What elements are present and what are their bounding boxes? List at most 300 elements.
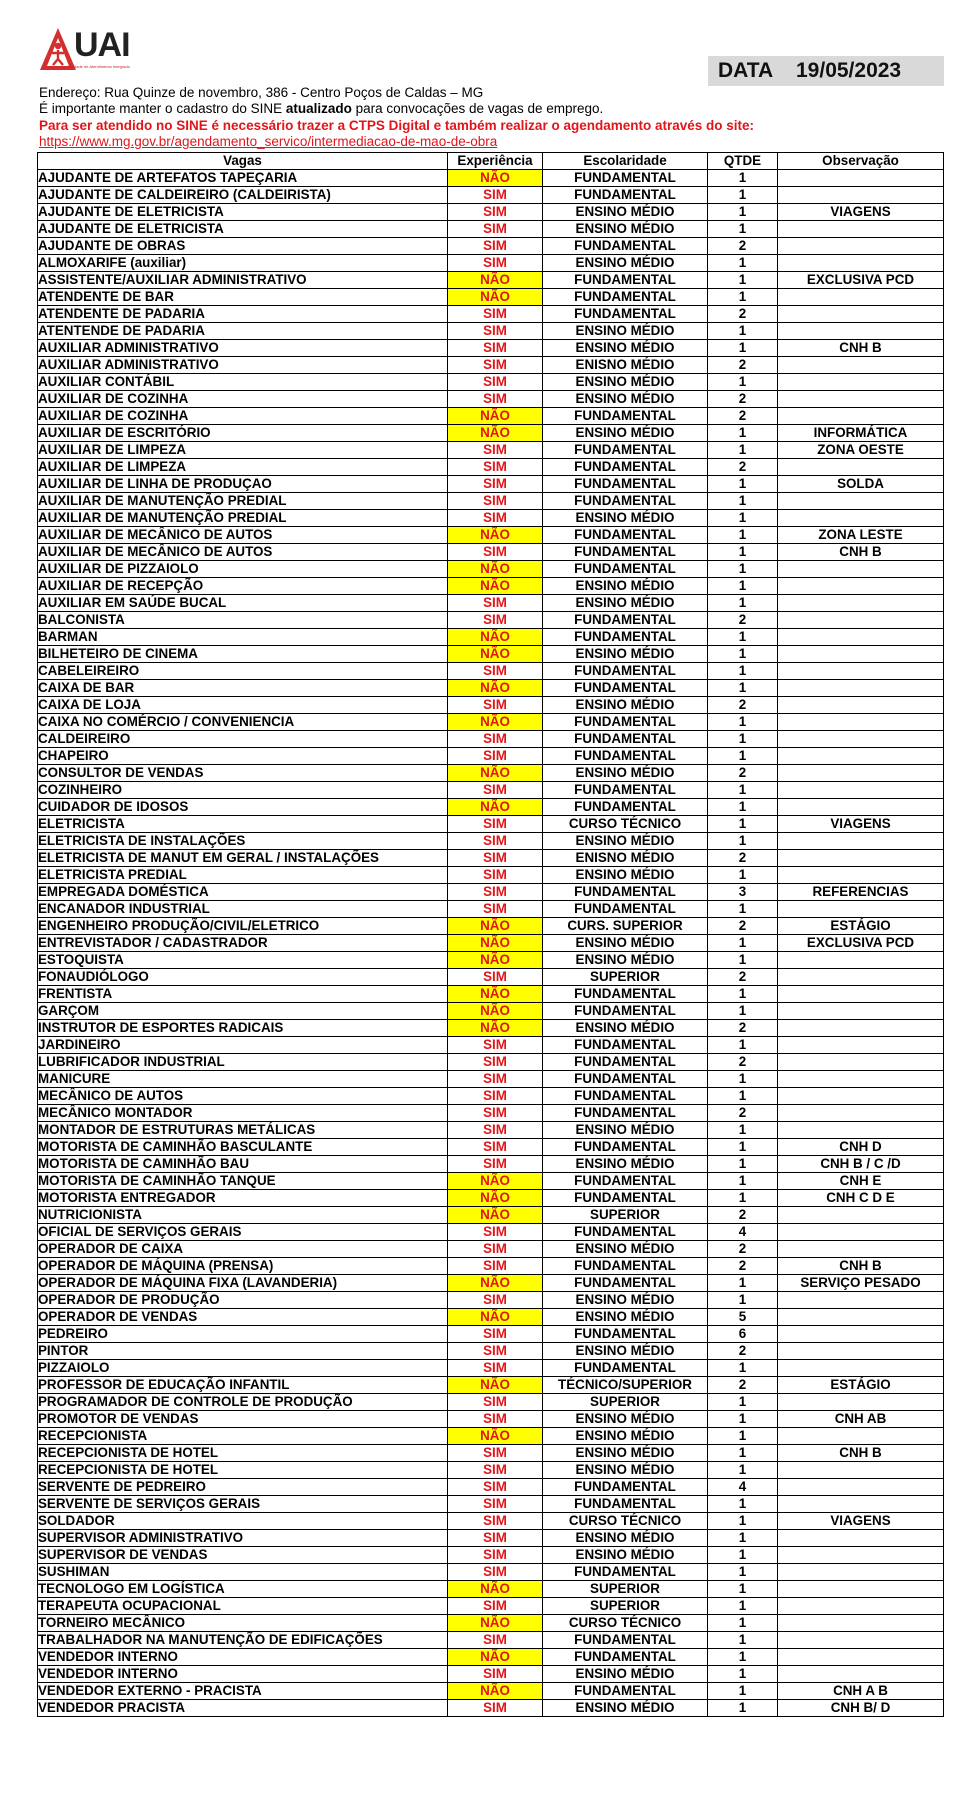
- table-row: [38, 170, 944, 187]
- education-cell: ENSINO MÉDIO: [543, 1241, 708, 1258]
- experience-cell: NÃO: [448, 646, 543, 663]
- observation-cell: [778, 238, 944, 255]
- observation-cell: [778, 833, 944, 850]
- education-cell: FUNDAMENTAL: [543, 782, 708, 799]
- table-row: [38, 1564, 944, 1581]
- experience-cell: NÃO: [448, 1309, 543, 1326]
- quantity-cell: 1: [708, 289, 778, 306]
- quantity-cell: 1: [708, 629, 778, 646]
- quantity-cell: 2: [708, 1258, 778, 1275]
- experience-cell: SIM: [448, 1598, 543, 1615]
- quantity-cell: 1: [708, 1275, 778, 1292]
- experience-cell: SIM: [448, 391, 543, 408]
- table-row: [38, 340, 944, 357]
- observation-cell: [778, 289, 944, 306]
- job-title-cell: CAIXA DE LOJA: [38, 697, 448, 714]
- observation-cell: [778, 765, 944, 782]
- experience-cell: SIM: [448, 1105, 543, 1122]
- job-title-cell: RECEPCIONISTA DE HOTEL: [38, 1445, 448, 1462]
- education-cell: FUNDAMENTAL: [543, 272, 708, 289]
- education-cell: ENSINO MÉDIO: [543, 1700, 708, 1717]
- notice-post: para convocações de vagas de emprego.: [351, 101, 604, 116]
- observation-cell: [778, 697, 944, 714]
- observation-cell: [778, 714, 944, 731]
- table-row: [38, 221, 944, 238]
- education-cell: CURSO TÉCNICO: [543, 816, 708, 833]
- experience-cell: NÃO: [448, 1683, 543, 1700]
- job-title-cell: AUXILIAR DE MANUTENÇÃO PREDIAL: [38, 510, 448, 527]
- experience-cell: NÃO: [448, 425, 543, 442]
- observation-cell: [778, 1615, 944, 1632]
- education-cell: FUNDAMENTAL: [543, 1479, 708, 1496]
- table-row: [38, 952, 944, 969]
- experience-cell: SIM: [448, 697, 543, 714]
- quantity-cell: 1: [708, 170, 778, 187]
- education-cell: FUNDAMENTAL: [543, 1003, 708, 1020]
- education-cell: ENSINO MÉDIO: [543, 1666, 708, 1683]
- job-title-cell: AUXILIAR DE RECEPÇÃO: [38, 578, 448, 595]
- table-row: [38, 765, 944, 782]
- job-title-cell: CONSULTOR DE VENDAS: [38, 765, 448, 782]
- table-row: [38, 816, 944, 833]
- observation-cell: [778, 1632, 944, 1649]
- quantity-cell: 1: [708, 1683, 778, 1700]
- col-header-observacao: Observação: [778, 153, 944, 170]
- quantity-cell: 1: [708, 544, 778, 561]
- job-title-cell: OPERADOR DE PRODUÇÃO: [38, 1292, 448, 1309]
- experience-cell: NÃO: [448, 1020, 543, 1037]
- education-cell: FUNDAMENTAL: [543, 408, 708, 425]
- experience-cell: NÃO: [448, 1377, 543, 1394]
- table-row: [38, 1513, 944, 1530]
- experience-cell: SIM: [448, 357, 543, 374]
- experience-cell: NÃO: [448, 561, 543, 578]
- table-row: [38, 357, 944, 374]
- table-row: [38, 884, 944, 901]
- education-cell: FUNDAMENTAL: [543, 1632, 708, 1649]
- job-title-cell: AJUDANTE DE ELETRICISTA: [38, 204, 448, 221]
- job-title-cell: SERVENTE DE PEDREIRO: [38, 1479, 448, 1496]
- experience-cell: NÃO: [448, 952, 543, 969]
- table-row: [38, 1156, 944, 1173]
- observation-cell: CNH C D E: [778, 1190, 944, 1207]
- job-title-cell: AUXILIAR DE COZINHA: [38, 391, 448, 408]
- quantity-cell: 2: [708, 697, 778, 714]
- observation-cell: [778, 952, 944, 969]
- job-title-cell: MOTORISTA DE CAMINHÃO BASCULANTE: [38, 1139, 448, 1156]
- quantity-cell: 1: [708, 680, 778, 697]
- quantity-cell: 2: [708, 1054, 778, 1071]
- experience-cell: SIM: [448, 238, 543, 255]
- experience-cell: NÃO: [448, 272, 543, 289]
- job-title-cell: OPERADOR DE MÁQUINA FIXA (LAVANDERIA): [38, 1275, 448, 1292]
- observation-cell: [778, 1088, 944, 1105]
- observation-cell: ESTÁGIO: [778, 918, 944, 935]
- job-title-cell: AUXILIAR DE MECÂNICO DE AUTOS: [38, 544, 448, 561]
- experience-cell: NÃO: [448, 578, 543, 595]
- quantity-cell: 1: [708, 935, 778, 952]
- education-cell: FUNDAMENTAL: [543, 1564, 708, 1581]
- table-row: [38, 408, 944, 425]
- experience-cell: SIM: [448, 884, 543, 901]
- experience-cell: SIM: [448, 1241, 543, 1258]
- quantity-cell: 2: [708, 357, 778, 374]
- experience-cell: SIM: [448, 782, 543, 799]
- job-title-cell: JARDINEIRO: [38, 1037, 448, 1054]
- job-title-cell: EMPREGADA DOMÉSTICA: [38, 884, 448, 901]
- experience-cell: NÃO: [448, 408, 543, 425]
- quantity-cell: 1: [708, 1173, 778, 1190]
- job-title-cell: AUXILIAR ADMINISTRATIVO: [38, 357, 448, 374]
- observation-cell: [778, 408, 944, 425]
- observation-cell: [778, 1479, 944, 1496]
- quantity-cell: 1: [708, 1547, 778, 1564]
- job-title-cell: MECÂNICO DE AUTOS: [38, 1088, 448, 1105]
- quantity-cell: 1: [708, 1411, 778, 1428]
- table-row: [38, 1037, 944, 1054]
- experience-cell: NÃO: [448, 289, 543, 306]
- job-title-cell: ELETRICISTA: [38, 816, 448, 833]
- quantity-cell: 2: [708, 612, 778, 629]
- experience-cell: SIM: [448, 544, 543, 561]
- table-row: [38, 1088, 944, 1105]
- education-cell: FUNDAMENTAL: [543, 544, 708, 561]
- job-title-cell: ENTREVISTADOR / CADASTRADOR: [38, 935, 448, 952]
- observation-cell: [778, 663, 944, 680]
- experience-cell: NÃO: [448, 629, 543, 646]
- experience-cell: SIM: [448, 1343, 543, 1360]
- experience-cell: SIM: [448, 816, 543, 833]
- quantity-cell: 1: [708, 510, 778, 527]
- job-title-cell: ATENTENDE DE PADARIA: [38, 323, 448, 340]
- experience-cell: SIM: [448, 1292, 543, 1309]
- job-title-cell: AUXILIAR DE ESCRITÓRIO: [38, 425, 448, 442]
- education-cell: ENSINO MÉDIO: [543, 425, 708, 442]
- quantity-cell: 1: [708, 952, 778, 969]
- education-cell: FUNDAMENTAL: [543, 289, 708, 306]
- notice-pre: É importante manter o cadastro do SINE: [39, 101, 286, 116]
- education-cell: ENSINO MÉDIO: [543, 221, 708, 238]
- experience-cell: NÃO: [448, 765, 543, 782]
- experience-cell: SIM: [448, 221, 543, 238]
- experience-cell: NÃO: [448, 714, 543, 731]
- observation-cell: [778, 510, 944, 527]
- job-title-cell: AUXILIAR CONTÁBIL: [38, 374, 448, 391]
- observation-cell: ZONA LESTE: [778, 527, 944, 544]
- education-cell: FUNDAMENTAL: [543, 1258, 708, 1275]
- table-row: [38, 731, 944, 748]
- job-title-cell: AUXILIAR DE MECÂNICO DE AUTOS: [38, 527, 448, 544]
- quantity-cell: 2: [708, 1343, 778, 1360]
- job-title-cell: CAIXA DE BAR: [38, 680, 448, 697]
- quantity-cell: 1: [708, 1428, 778, 1445]
- table-row: [38, 918, 944, 935]
- education-cell: FUNDAMENTAL: [543, 612, 708, 629]
- table-row: [38, 289, 944, 306]
- observation-cell: [778, 1360, 944, 1377]
- logo-subtitle: Unidade de Atendimento Integrado: [68, 64, 130, 69]
- job-title-cell: AUXILIAR DE LIMPEZA: [38, 442, 448, 459]
- education-cell: FUNDAMENTAL: [543, 799, 708, 816]
- observation-cell: [778, 1292, 944, 1309]
- education-cell: SUPERIOR: [543, 1207, 708, 1224]
- table-row: [38, 544, 944, 561]
- education-cell: SUPERIOR: [543, 1394, 708, 1411]
- quantity-cell: 1: [708, 561, 778, 578]
- job-title-cell: AJUDANTE DE ARTEFATOS TAPEÇARIA: [38, 170, 448, 187]
- quantity-cell: 1: [708, 578, 778, 595]
- job-title-cell: ELETRICISTA DE MANUT EM GERAL / INSTALAÇÕES: [38, 850, 448, 867]
- table-row: [38, 1632, 944, 1649]
- quantity-cell: 1: [708, 1615, 778, 1632]
- education-cell: ENSINO MÉDIO: [543, 255, 708, 272]
- quantity-cell: 1: [708, 1037, 778, 1054]
- observation-cell: [778, 1326, 944, 1343]
- job-title-cell: TECNOLOGO EM LOGÍSTICA: [38, 1581, 448, 1598]
- education-cell: ENSINO MÉDIO: [543, 1343, 708, 1360]
- education-cell: ENSINO MÉDIO: [543, 323, 708, 340]
- table-row: [38, 1224, 944, 1241]
- quantity-cell: 2: [708, 238, 778, 255]
- education-cell: FUNDAMENTAL: [543, 1173, 708, 1190]
- quantity-cell: 1: [708, 595, 778, 612]
- logo-text: UAI: [74, 26, 130, 64]
- job-title-cell: AJUDANTE DE OBRAS: [38, 238, 448, 255]
- job-title-cell: VENDEDOR EXTERNO - PRACISTA: [38, 1683, 448, 1700]
- job-title-cell: CALDEIREIRO: [38, 731, 448, 748]
- experience-cell: NÃO: [448, 1615, 543, 1632]
- observation-cell: [778, 629, 944, 646]
- education-cell: ENSINO MÉDIO: [543, 510, 708, 527]
- experience-cell: NÃO: [448, 1275, 543, 1292]
- education-cell: FUNDAMENTAL: [543, 1326, 708, 1343]
- table-row: [38, 1683, 944, 1700]
- table-row: [38, 1377, 944, 1394]
- col-header-experiencia: Experiência: [448, 153, 543, 170]
- table-row: [38, 969, 944, 986]
- date-value: 19/05/2023: [796, 59, 902, 82]
- table-row: [38, 374, 944, 391]
- education-cell: CURS. SUPERIOR: [543, 918, 708, 935]
- observation-cell: [778, 901, 944, 918]
- job-title-cell: FRENTISTA: [38, 986, 448, 1003]
- observation-cell: CNH A B: [778, 1683, 944, 1700]
- experience-cell: NÃO: [448, 935, 543, 952]
- jobs-table: [37, 152, 944, 1717]
- observation-cell: [778, 1598, 944, 1615]
- quantity-cell: 2: [708, 391, 778, 408]
- education-cell: ENSINO MÉDIO: [543, 1530, 708, 1547]
- table-header-row: [38, 153, 944, 170]
- observation-cell: [778, 255, 944, 272]
- observation-cell: [778, 1343, 944, 1360]
- table-row: [38, 714, 944, 731]
- quantity-cell: 1: [708, 1003, 778, 1020]
- observation-cell: [778, 1122, 944, 1139]
- table-row: [38, 1445, 944, 1462]
- job-title-cell: OPERADOR DE CAIXA: [38, 1241, 448, 1258]
- job-title-cell: ELETRICISTA DE INSTALAÇÕES: [38, 833, 448, 850]
- table-row: [38, 391, 944, 408]
- education-cell: FUNDAMENTAL: [543, 561, 708, 578]
- table-row: [38, 1428, 944, 1445]
- job-title-cell: COZINHEIRO: [38, 782, 448, 799]
- experience-cell: SIM: [448, 901, 543, 918]
- education-cell: ENSINO MÉDIO: [543, 697, 708, 714]
- observation-cell: [778, 391, 944, 408]
- quantity-cell: 2: [708, 408, 778, 425]
- observation-cell: CNH B: [778, 340, 944, 357]
- job-title-cell: ALMOXARIFE (auxiliar): [38, 255, 448, 272]
- experience-cell: SIM: [448, 969, 543, 986]
- quantity-cell: 4: [708, 1479, 778, 1496]
- education-cell: FUNDAMENTAL: [543, 748, 708, 765]
- experience-cell: SIM: [448, 748, 543, 765]
- education-cell: ENSINO MÉDIO: [543, 833, 708, 850]
- education-cell: SUPERIOR: [543, 1581, 708, 1598]
- education-cell: FUNDAMENTAL: [543, 1139, 708, 1156]
- experience-cell: SIM: [448, 1547, 543, 1564]
- table-row: [38, 1530, 944, 1547]
- job-title-cell: AJUDANTE DE ELETRICISTA: [38, 221, 448, 238]
- observation-cell: CNH D: [778, 1139, 944, 1156]
- quantity-cell: 1: [708, 1156, 778, 1173]
- job-title-cell: MECÂNICO MONTADOR: [38, 1105, 448, 1122]
- experience-cell: NÃO: [448, 680, 543, 697]
- table-row: [38, 425, 944, 442]
- observation-cell: [778, 1224, 944, 1241]
- job-title-cell: VENDEDOR INTERNO: [38, 1666, 448, 1683]
- agendamento-link[interactable]: https://www.mg.gov.br/agendamento_servico/intermediacao-de-mao-de-obra: [39, 134, 498, 149]
- quantity-cell: 2: [708, 1020, 778, 1037]
- quantity-cell: 1: [708, 663, 778, 680]
- job-title-cell: AJUDANTE DE CALDEIREIRO (CALDEIRISTA): [38, 187, 448, 204]
- education-cell: FUNDAMENTAL: [543, 187, 708, 204]
- observation-cell: VIAGENS: [778, 204, 944, 221]
- job-title-cell: AUXILIAR DE COZINHA: [38, 408, 448, 425]
- quantity-cell: 1: [708, 1598, 778, 1615]
- table-row: [38, 1190, 944, 1207]
- observation-cell: [778, 1428, 944, 1445]
- quantity-cell: 1: [708, 867, 778, 884]
- observation-cell: REFERENCIAS: [778, 884, 944, 901]
- table-row: [38, 204, 944, 221]
- observation-cell: [778, 1003, 944, 1020]
- observation-cell: [778, 1496, 944, 1513]
- table-row: [38, 1394, 944, 1411]
- job-title-cell: ENCANADOR INDUSTRIAL: [38, 901, 448, 918]
- table-row: [38, 1411, 944, 1428]
- observation-cell: [778, 1037, 944, 1054]
- quantity-cell: 1: [708, 1445, 778, 1462]
- education-cell: ENSINO MÉDIO: [543, 646, 708, 663]
- table-row: [38, 527, 944, 544]
- table-row: [38, 187, 944, 204]
- quantity-cell: 1: [708, 1666, 778, 1683]
- education-cell: ENISNO MÉDIO: [543, 357, 708, 374]
- table-row: [38, 1241, 944, 1258]
- education-cell: ENSINO MÉDIO: [543, 204, 708, 221]
- observation-cell: [778, 1547, 944, 1564]
- quantity-cell: 1: [708, 816, 778, 833]
- job-title-cell: TRABALHADOR NA MANUTENÇÃO DE EDIFICAÇÕES: [38, 1632, 448, 1649]
- education-cell: FUNDAMENTAL: [543, 306, 708, 323]
- experience-cell: NÃO: [448, 1003, 543, 1020]
- quantity-cell: 2: [708, 765, 778, 782]
- observation-cell: [778, 170, 944, 187]
- experience-cell: SIM: [448, 323, 543, 340]
- education-cell: SUPERIOR: [543, 969, 708, 986]
- table-row: [38, 255, 944, 272]
- education-cell: FUNDAMENTAL: [543, 1037, 708, 1054]
- quantity-cell: 2: [708, 918, 778, 935]
- experience-cell: NÃO: [448, 1173, 543, 1190]
- job-title-cell: AUXILIAR EM SAÚDE BUCAL: [38, 595, 448, 612]
- quantity-cell: 1: [708, 646, 778, 663]
- observation-cell: [778, 357, 944, 374]
- experience-cell: NÃO: [448, 170, 543, 187]
- observation-cell: [778, 1054, 944, 1071]
- quantity-cell: 2: [708, 850, 778, 867]
- table-row: [38, 867, 944, 884]
- observation-cell: [778, 986, 944, 1003]
- experience-cell: SIM: [448, 1666, 543, 1683]
- experience-cell: SIM: [448, 1700, 543, 1717]
- table-row: [38, 1054, 944, 1071]
- education-cell: ENSINO MÉDIO: [543, 1411, 708, 1428]
- quantity-cell: 1: [708, 323, 778, 340]
- table-row: [38, 1139, 944, 1156]
- date-label: DATA: [718, 59, 774, 82]
- observation-cell: CNH B/ D: [778, 1700, 944, 1717]
- observation-cell: CNH B / C /D: [778, 1156, 944, 1173]
- job-title-cell: ELETRICISTA PREDIAL: [38, 867, 448, 884]
- job-title-cell: BALCONISTA: [38, 612, 448, 629]
- job-title-cell: AUXILIAR DE PIZZAIOLO: [38, 561, 448, 578]
- job-title-cell: OPERADOR DE MÁQUINA (PRENSA): [38, 1258, 448, 1275]
- observation-cell: ZONA OESTE: [778, 442, 944, 459]
- education-cell: FUNDAMENTAL: [543, 1105, 708, 1122]
- table-row: [38, 1598, 944, 1615]
- quantity-cell: 1: [708, 1496, 778, 1513]
- job-title-cell: OFICIAL DE SERVIÇOS GERAIS: [38, 1224, 448, 1241]
- table-row: [38, 1581, 944, 1598]
- observation-cell: [778, 731, 944, 748]
- observation-cell: [778, 612, 944, 629]
- quantity-cell: 1: [708, 527, 778, 544]
- experience-cell: SIM: [448, 1037, 543, 1054]
- observation-cell: [778, 1666, 944, 1683]
- education-cell: FUNDAMENTAL: [543, 1088, 708, 1105]
- observation-cell: [778, 1649, 944, 1666]
- experience-cell: SIM: [448, 1496, 543, 1513]
- observation-cell: [778, 595, 944, 612]
- quantity-cell: 1: [708, 1700, 778, 1717]
- experience-cell: SIM: [448, 374, 543, 391]
- quantity-cell: 1: [708, 1292, 778, 1309]
- education-cell: FUNDAMENTAL: [543, 1360, 708, 1377]
- quantity-cell: 2: [708, 1105, 778, 1122]
- job-title-cell: MOTORISTA ENTREGADOR: [38, 1190, 448, 1207]
- notice-bold: atualizado: [285, 101, 352, 116]
- col-header-escolaridade: Escolaridade: [543, 153, 708, 170]
- job-title-cell: PINTOR: [38, 1343, 448, 1360]
- education-cell: FUNDAMENTAL: [543, 493, 708, 510]
- education-cell: FUNDAMENTAL: [543, 680, 708, 697]
- education-cell: FUNDAMENTAL: [543, 1649, 708, 1666]
- quantity-cell: 1: [708, 1530, 778, 1547]
- table-row: [38, 510, 944, 527]
